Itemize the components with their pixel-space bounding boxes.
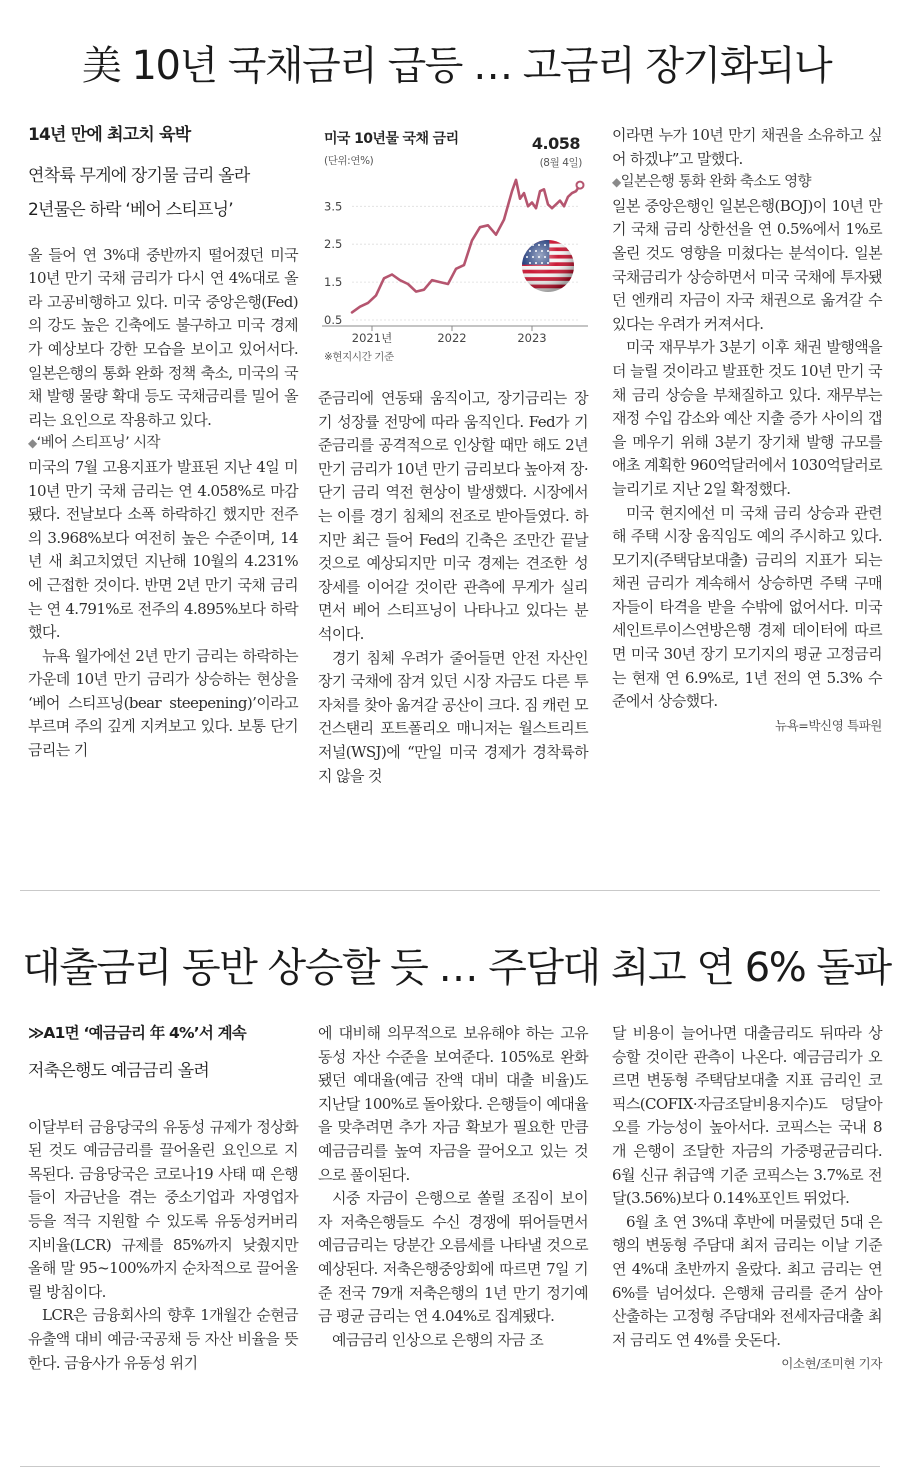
article2-col2-paragraph-3: 예금금리 인상으로 은행의 자금 조: [332, 1330, 544, 1349]
y-tick-label: 1.5: [324, 275, 343, 290]
diamond-icon: ◆: [612, 175, 621, 190]
article2-col1-paragraph-2: LCR은 금융회사의 향후 1개월간 순현금유출액 대비 예금·국공채 등 자산 비율을 뜻한다. 금융사가 유동성 위기: [28, 1306, 298, 1372]
article2-column-1: [28, 1022, 298, 1375]
article1-col1-paragraph-3: 뉴욕 월가에선 2년 만기 금리는 하락하는 가운데 10년 만기 금리가 상승하는 현상을 ‘베어 스티프닝(bear steepening)’이라고 부르며 주의 깊게 지켜보고 있다. 보통 단기금리는 기: [28, 646, 298, 760]
article2-col3-paragraph-1: 달 비용이 늘어나면 대출금리도 뒤따라 상승할 것이란 관측이 나온다. 예금금리가 오르면 변동형 주택담보대출 지표 금리인 코픽스(COFIX·자금조달비용지수)도 덩달아 오를 가능성이 높아서다. 코픽스는 국내 8개 은행이 조달한 자금의 가중평균금리다. 6월 신규 취급액 기준 코픽스는 3.7%로 전달(3.56%)보다 0.14%포인트 뛰었다.: [612, 1024, 882, 1208]
article1-subhead-1: ◆‘베어 스티프닝’ 시작: [28, 435, 160, 452]
diamond-icon: ◆: [28, 436, 37, 451]
us-flag-icon: [522, 240, 574, 292]
article1-kicker: 14년 만에 최고치 육박: [28, 125, 191, 145]
article2-column-3: [612, 1022, 882, 1376]
article2-col2-paragraph-1: 에 대비해 의무적으로 보유해야 하는 고유동성 자산 수준을 보여준다. 105%로 완화됐던 예대율(예금 잔액 대비 대출 비율)도 지난달 100%로 돌아왔다. 은행들이 예대율을 맞추려면 추가 자금 확보가 필요한 만큼 예금금리를 높여 자금을 끌어오고 있는 것으로 풀이된다.: [318, 1024, 588, 1184]
article1-deck-line-1: 연착륙 무게에 장기물 금리 올라: [28, 165, 250, 186]
chart-title: 미국 10년물 국채 금리: [324, 131, 459, 147]
article1-headline: 美 10년 국채금리 급등 … 고금리 장기화되나: [81, 43, 832, 89]
x-tick-label: 2023: [517, 331, 547, 345]
article1-col1-paragraph-1: 올 들어 연 3%대 중반까지 떨어졌던 미국 10년 만기 국채 금리가 다시 연 4%대로 올라 고공비행하고 있다. 미국 중앙은행(Fed)의 강도 높은 긴축에도 불구하고 미국 경제가 예상보다 강한 모습을 보이고 있어서다. 일본은행의 통화 완화 정책 축소, 미국의 국채 발행 물량 확대 등도 국채금리를 밀어 올리는 요인으로 작용하고 있다.: [28, 245, 298, 429]
article1-deck-line-2: 2년물은 하락 ‘베어 스티프닝’: [28, 199, 233, 220]
y-tick-label: 3.5: [324, 199, 343, 214]
last-point-marker: [577, 182, 584, 189]
article1-column-3: [612, 124, 882, 737]
article2-deck: 저축은행도 예금금리 올려: [28, 1060, 210, 1081]
chart-last-value: 4.058: [531, 134, 580, 153]
article2-headline: 대출금리 동반 상승할 듯 … 주담대 최고 연 6% 돌파: [22, 945, 891, 991]
article2-kicker: ≫A1면 ‘예금금리 年 4%’서 계속: [28, 1024, 246, 1042]
article1-col3-paragraph-4: 미국 현지에선 미 국채 금리 상승과 관련해 주택 시장 움직임도 예의 주시하고 있다. 모기지(주택담보대출) 금리의 지표가 되는 채권 금리가 계속해서 상승하면 주택 구매자들이 타격을 받을 수밖에 없어서다. 미국 세인트루이스연방은행 경제 데이터에 따르면 미국 30년 장기 모기지의 평균 고정금리는 현재 연 6.9%로, 1년 전의 연 5.3% 수준에서 상승했다.: [612, 503, 882, 711]
y-tick-label: 0.5: [324, 313, 343, 327]
article1-column-2: [318, 387, 588, 788]
article1-col3-paragraph-2: 일본 중앙은행인 일본은행(BOJ)이 10년 만기 국채 금리 상한선을 연 0.5%에서 1%로 올린 것도 영향을 미쳤다는 분석이다. 일본 국채금리가 상승하면서 미국 국채에 투자됐던 엔캐리 자금이 자국 채권으로 옮겨갈 수 있다는 우려가 커져서다.: [612, 196, 882, 333]
article1-col2-paragraph-2: 경기 침체 우려가 줄어들면 안전 자산인 장기 국채에 잠겨 있던 시장 자금도 다른 투자처를 찾아 옮겨갈 공산이 크다. 짐 캐런 모건스탠리 포트폴리오 매니저는 월스트리트저널(WSJ)에 “만일 미국 경제가 경착륙하지 않을 것: [318, 648, 588, 785]
article2-col1-paragraph-1: 이달부터 금융당국의 유동성 규제가 정상화된 것도 예금금리를 끌어올린 요인으로 지목된다. 금융당국은 코로나19 사태 때 은행들이 자금난을 겪는 중소기업과 자영업자 등을 적극 지원할 수 있도록 유동성커버리지비율(LCR) 규제를 85%까지 낮췄지만 올해 말 95~100%까지 순차적으로 끌어올릴 방침이다.: [28, 1117, 298, 1301]
y-tick-label: 2.5: [324, 237, 343, 252]
article2-col3-paragraph-2: 6월 초 연 3%대 후반에 머물렀던 5대 은행의 변동형 주담대 최저 금리는 이날 기준 연 4%대 초반까지 올랐다. 최고 금리는 연 6%를 넘어섰다. 은행채 금리를 준거 삼아 산출하는 고정형 주담대와 전세자금대출 최저 금리도 연 4%를 웃돈다.: [612, 1212, 882, 1349]
article1-col3-paragraph-1: 이라면 누가 10년 만기 채권을 소유하고 싶어 하겠냐”고 말했다.: [612, 126, 882, 168]
article2-column-2: [318, 1022, 588, 1352]
chart-unit: (단위:연%): [324, 155, 374, 167]
article2-col2-paragraph-2: 시중 자금이 은행으로 쏠릴 조짐이 보이자 저축은행들도 수신 경쟁에 뛰어들면서 예금금리는 당분간 오름세를 나타낼 것으로 예상된다. 저축은행중앙회에 따르면 7일 기준 전국 79개 저축은행의 1년 만기 정기예금 평균 금리는 연 4.04%로 집계됐다.: [318, 1189, 588, 1326]
x-tick-label: 2021년: [351, 331, 393, 345]
article1-col3-paragraph-3: 미국 재무부가 3분기 이후 채권 발행액을 더 늘릴 것이라고 발표한 것도 10년 만기 국채 금리 상승을 부채질하고 있다. 재무부는 재정 수입 감소와 예산 지출 증가 사이의 갭을 메우기 위해 3분기 장기채 발행 규모를 애초 계획한 960억달러에서 1030억달러로 늘리기로 지난 2일 확정했다.: [612, 338, 882, 498]
article1-col1-paragraph-2: 미국의 7월 고용지표가 발표된 지난 4일 미 10년 만기 국채 금리는 연 4.058%로 마감됐다. 전날보다 소폭 하락하긴 했지만 전주의 3.968%보다 여전히 높은 수준이며, 14년 새 최고치였던 지난해 10월의 4.231%에 근접한 것이다. 반면 2년 만기 국채 금리는 연 4.791%로 전주의 4.895%보다 하락했다.: [28, 457, 298, 642]
chart-note: ※현지시간 기준: [324, 351, 394, 363]
chart-last-date: (8월 4일): [539, 157, 582, 169]
article1-col2-paragraph-1: 준금리에 연동돼 움직이고, 장기금리는 장기 성장률 전망에 따라 움직인다. Fed가 기준금리를 공격적으로 인상할 때만 해도 2년 만기 금리가 10년 만기 금리보다 높아져 장·단기 금리 역전 현상이 발생했다. 시장에서는 이를 경기 침체의 전조로 받아들였다. 하지만 최근 들어 Fed의 긴축은 조만간 끝날 것으로 예상되지만 미국 경제는 견조한 성장세를 이어갈 것이란 관측에 무게가 실리면서 베어 스티프닝이 나타나고 있다는 분석이다.: [318, 389, 588, 643]
article1-subhead-2: ◆일본은행 통화 완화 축소도 영향: [612, 174, 811, 191]
section-divider: [20, 890, 880, 891]
article1-byline: 뉴욕=박신영 특파원: [774, 717, 882, 733]
article2-byline: 이소현/조미현 기자: [781, 1356, 882, 1372]
bottom-divider: [20, 1466, 880, 1467]
article1-column-1: [28, 124, 298, 763]
bond-yield-chart: [318, 124, 596, 374]
x-tick-label: 2022: [437, 331, 467, 345]
